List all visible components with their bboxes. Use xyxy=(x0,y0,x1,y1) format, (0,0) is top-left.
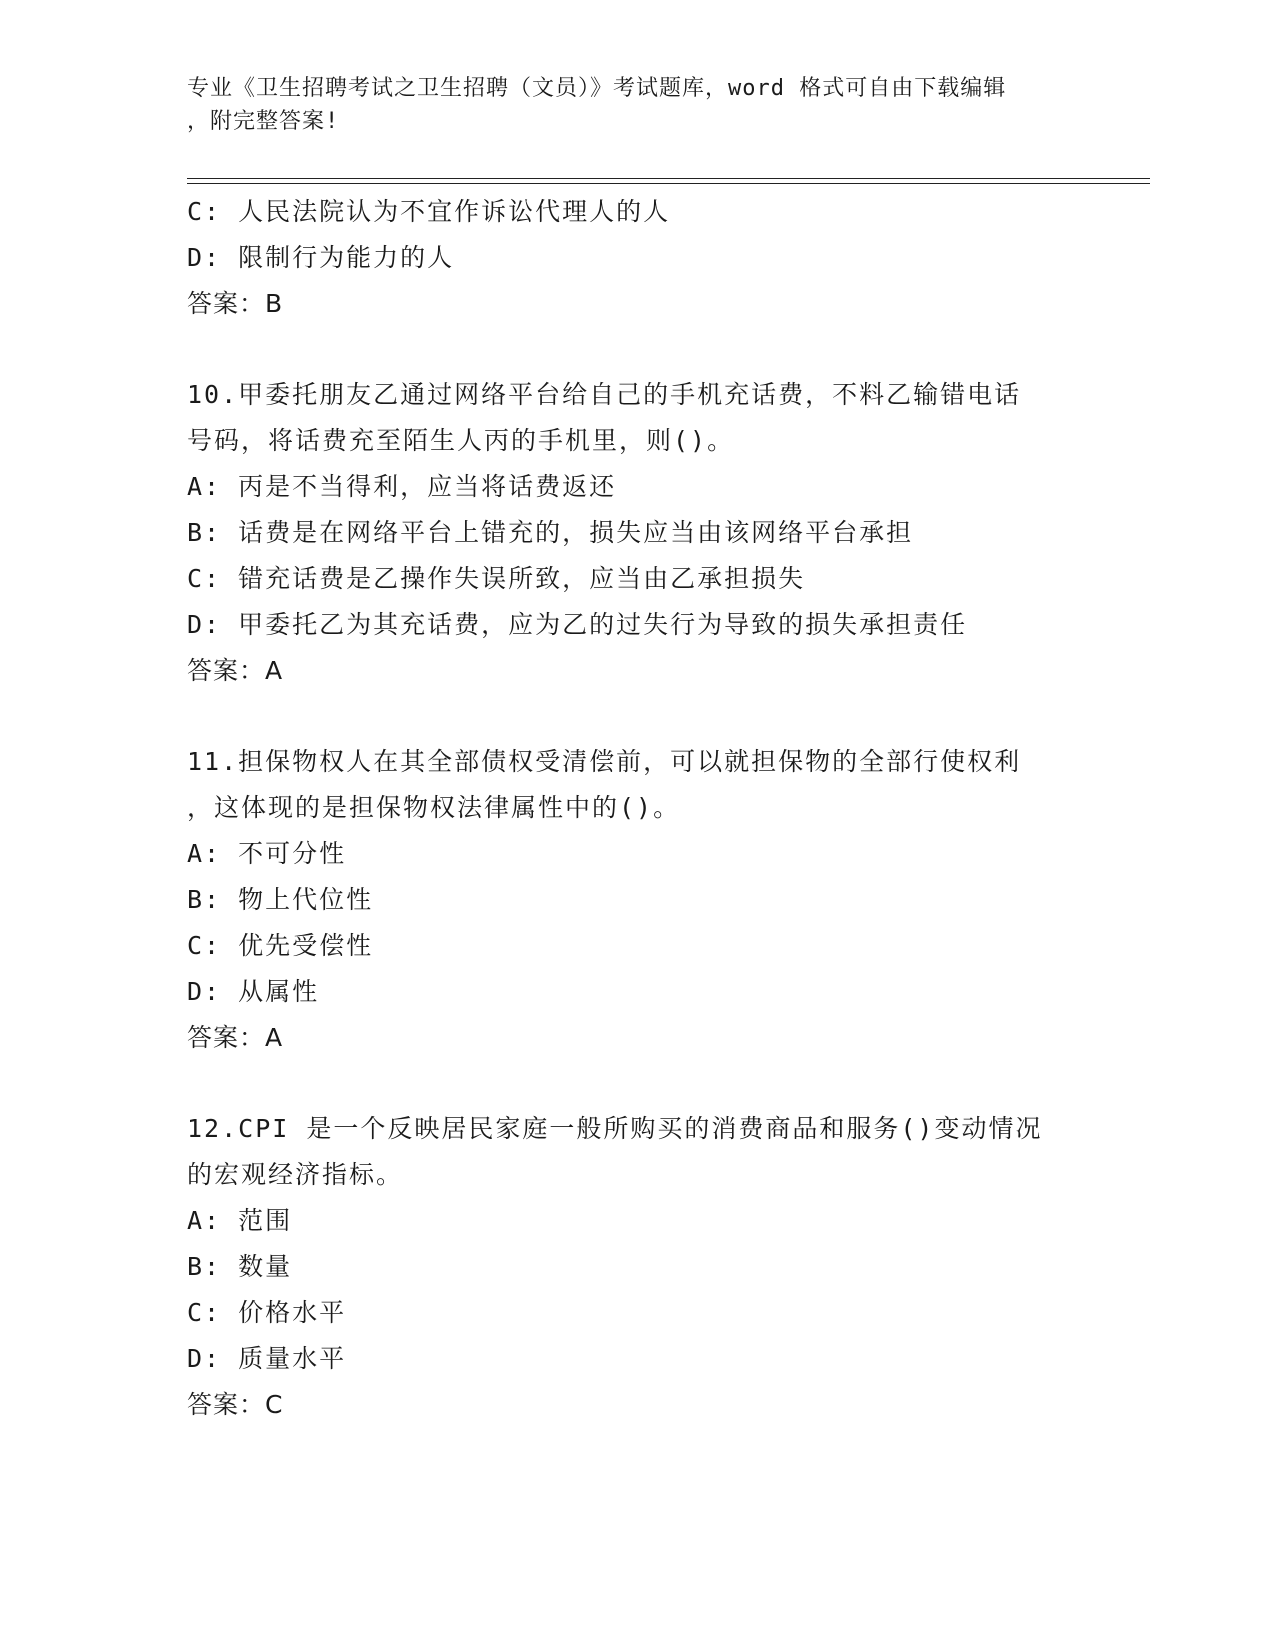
option-c: C: 人民法院认为不宜作诉讼代理人的人 xyxy=(187,197,671,226)
answer-line: 答案：B xyxy=(187,289,284,318)
question-block-10 xyxy=(187,372,1087,694)
question-block-12 xyxy=(187,1106,1087,1428)
question-block-11 xyxy=(187,739,1087,1061)
header-divider xyxy=(187,178,1150,179)
option-c: C: 错充话费是乙操作失误所致，应当由乙承担损失 xyxy=(187,564,806,593)
header-divider xyxy=(187,183,1150,184)
question-list xyxy=(187,189,1087,1428)
question-stem: 11.担保物权人在其全部债权受清偿前，可以就担保物的全部行使权利 xyxy=(187,747,1022,776)
spacer xyxy=(187,694,1087,739)
answer-line: 答案：A xyxy=(187,1023,284,1052)
question-stem: 的宏观经济指标。 xyxy=(187,1160,404,1189)
option-c: C: 优先受偿性 xyxy=(187,931,374,960)
option-a: A: 范围 xyxy=(187,1206,293,1235)
question-stem: 号码，将话费充至陌生人丙的手机里，则()。 xyxy=(187,426,735,455)
question-stem: 10.甲委托朋友乙通过网络平台给自己的手机充话费，不料乙输错电话 xyxy=(187,380,1022,409)
spacer xyxy=(187,1061,1087,1106)
option-b: B: 数量 xyxy=(187,1252,293,1281)
option-d: D: 限制行为能力的人 xyxy=(187,243,455,272)
header-line: ，附完整答案! xyxy=(187,109,340,134)
document-header xyxy=(187,72,1067,138)
answer-line: 答案：A xyxy=(187,656,284,685)
header-line: 专业《卫生招聘考试之卫生招聘（文员）》考试题库，word 格式可自由下载编辑 xyxy=(187,76,1007,101)
question-stem: 12.CPI 是一个反映居民家庭一般所购买的消费商品和服务()变动情况 xyxy=(187,1114,1043,1143)
option-b: B: 物上代位性 xyxy=(187,885,374,914)
option-a: A: 不可分性 xyxy=(187,839,347,868)
question-stem: ，这体现的是担保物权法律属性中的()。 xyxy=(187,793,681,822)
option-d: D: 甲委托乙为其充话费，应为乙的过失行为导致的损失承担责任 xyxy=(187,610,968,639)
spacer xyxy=(187,327,1087,372)
question-block-prev xyxy=(187,189,1087,327)
option-d: D: 从属性 xyxy=(187,977,320,1006)
option-c: C: 价格水平 xyxy=(187,1298,347,1327)
option-d: D: 质量水平 xyxy=(187,1344,347,1373)
option-a: A: 丙是不当得利，应当将话费返还 xyxy=(187,472,617,501)
option-b: B: 话费是在网络平台上错充的，损失应当由该网络平台承担 xyxy=(187,518,914,547)
answer-line: 答案：C xyxy=(187,1390,284,1419)
